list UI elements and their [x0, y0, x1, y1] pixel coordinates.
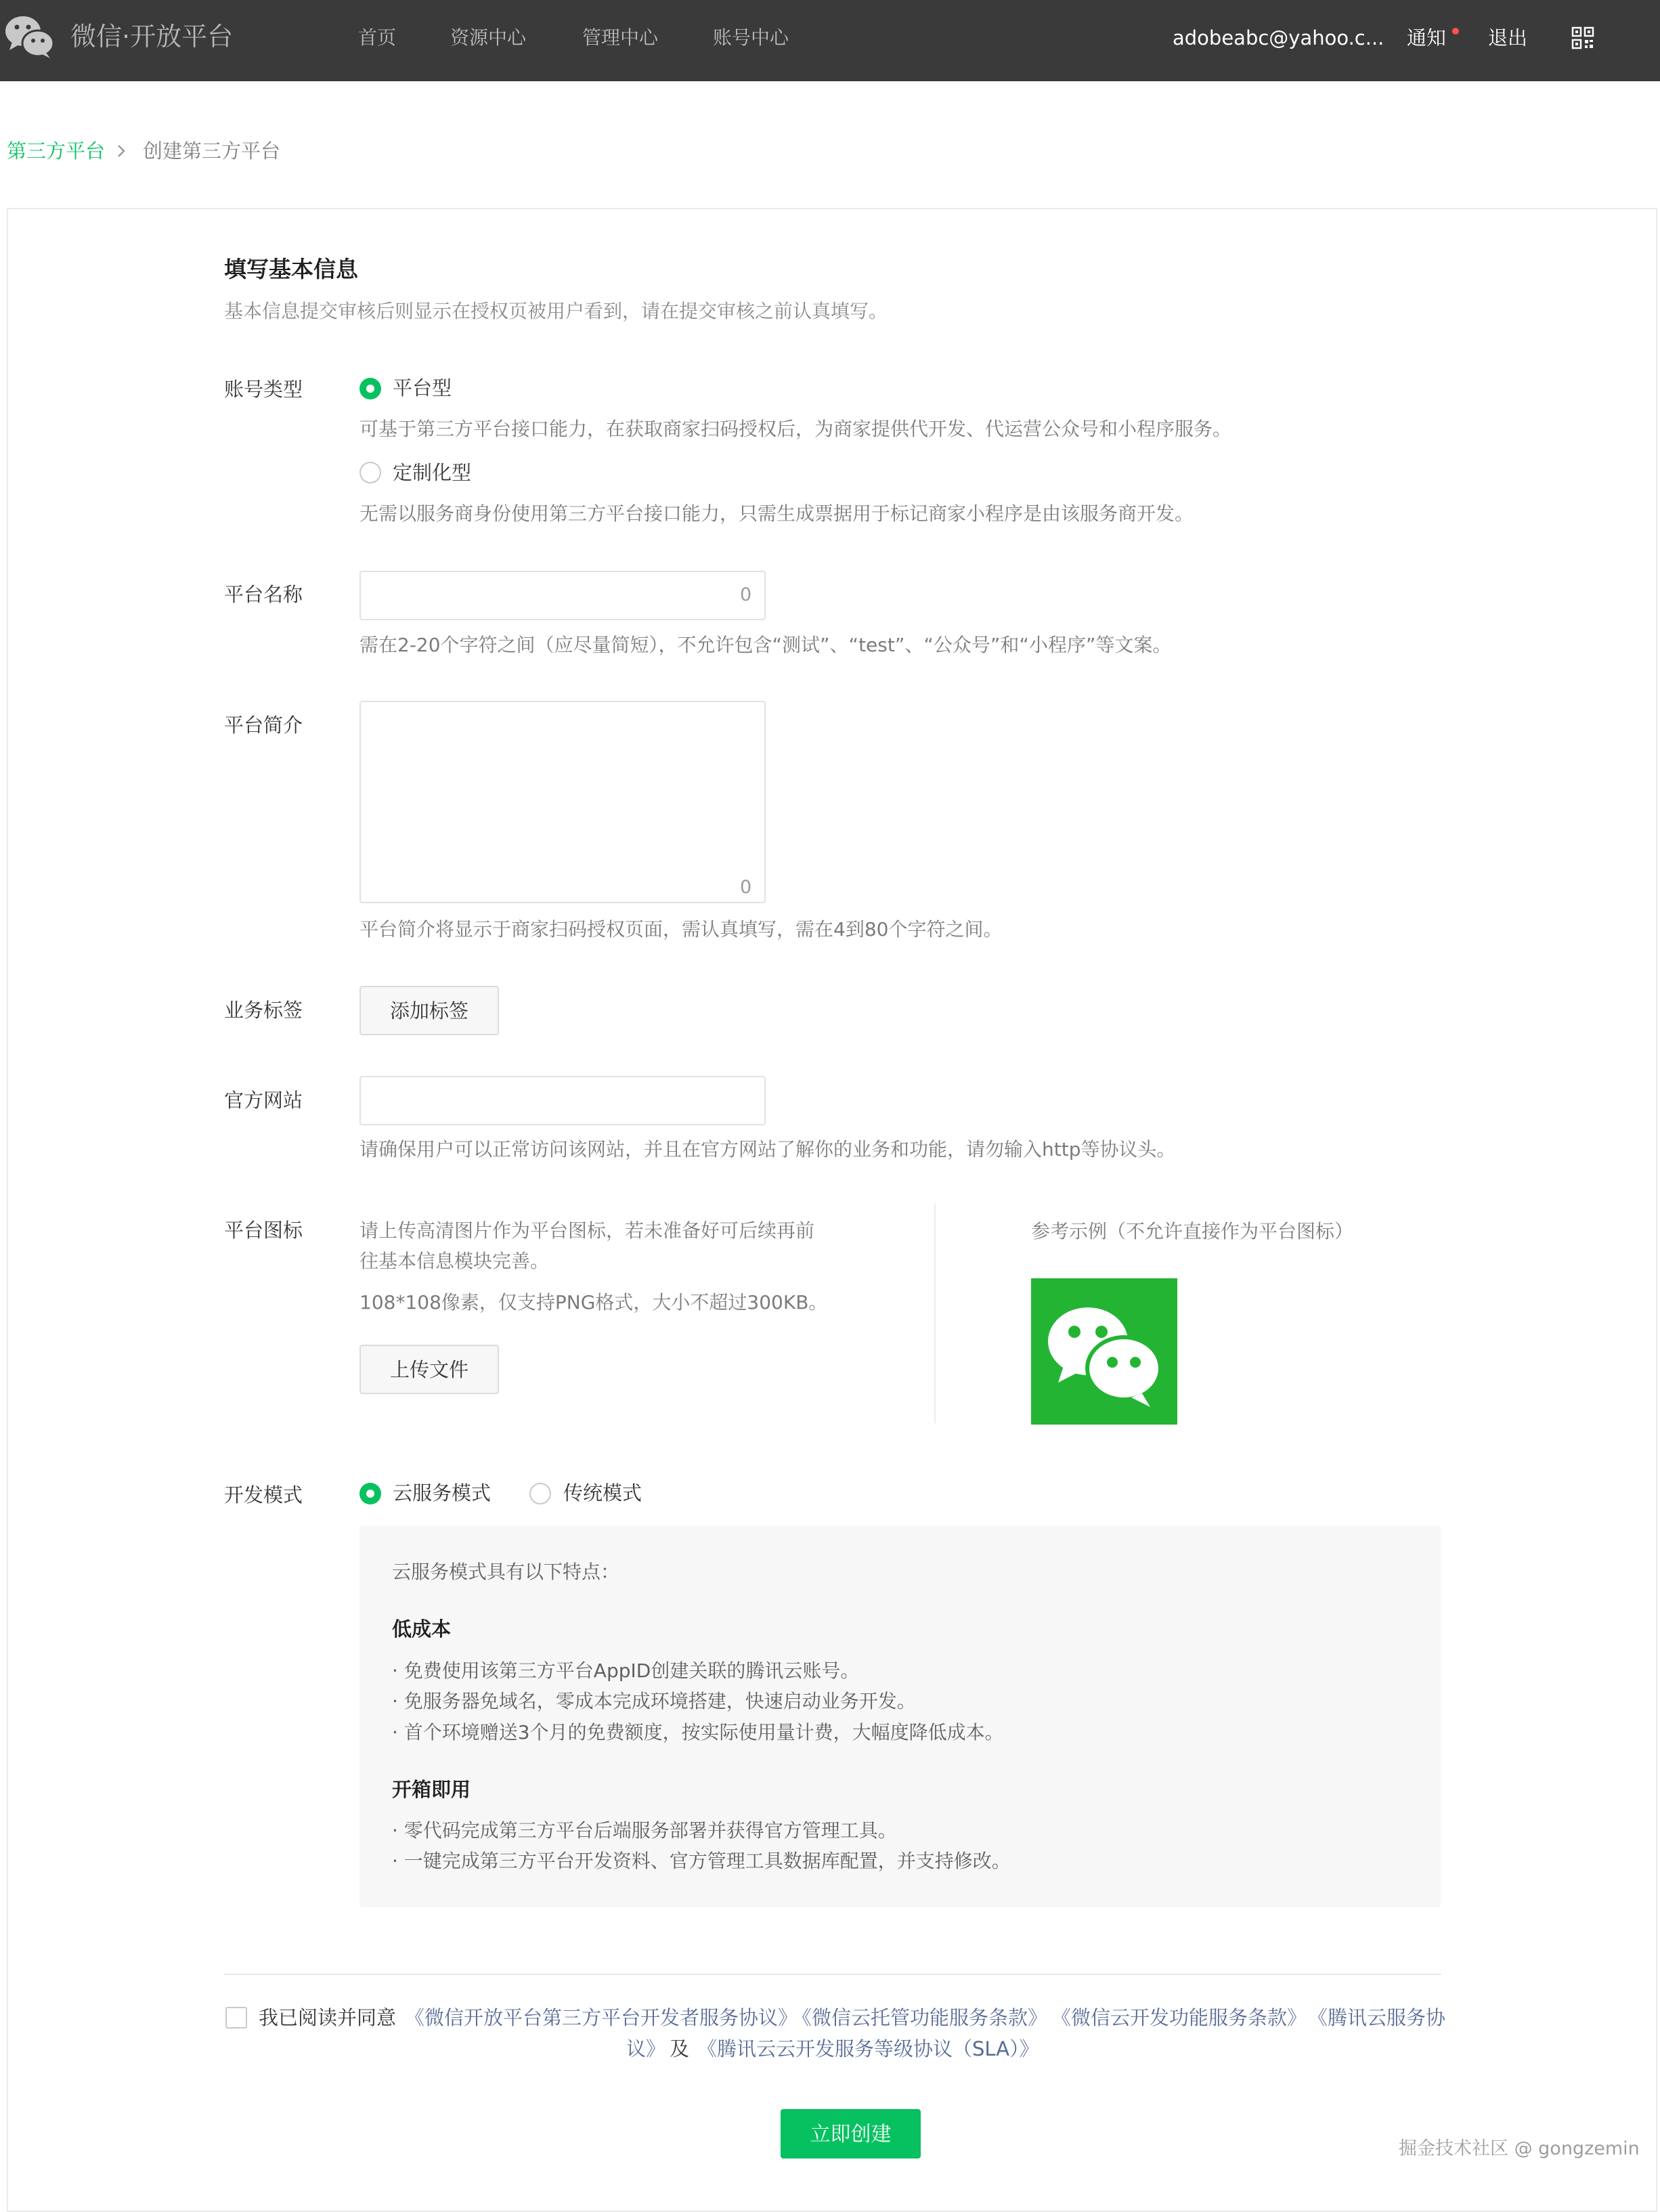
nav-management-center[interactable]: 管理中心 — [582, 26, 659, 49]
notice-link[interactable]: 通知 — [1407, 26, 1447, 49]
radio-cloud-mode-label[interactable]: 云服务模式 — [393, 1481, 492, 1504]
feature-item: · 零代码完成第三方平台后端服务部署并获得官方管理工具。 — [392, 1819, 897, 1842]
wechat-logo-icon[interactable] — [4, 14, 56, 60]
platform-intro-hint: 平台简介将显示于商家扫码授权页面，需认真填写，需在4到80个字符之间。 — [359, 918, 1003, 940]
feature-item: · 免服务器免域名，零成本完成环境搭建，快速启动业务开发。 — [392, 1690, 916, 1712]
link-sla-agreement[interactable]: 《腾讯云云开发服务等级协议（SLA）》 — [697, 2037, 1039, 2060]
brand-title[interactable]: 微信·开放平台 — [70, 22, 234, 51]
wechat-example-icon — [1031, 1278, 1177, 1425]
link-cloud-dev-terms[interactable]: 《微信云开发功能服务条款》 — [1051, 2006, 1307, 2029]
radio-platform-type-label[interactable]: 平台型 — [393, 376, 452, 399]
platform-type-description: 可基于第三方平台接口能力，在获取商家扫码授权后，为商家提供代开发、代运营公众号和小程序服务。 — [359, 418, 1232, 440]
website-input[interactable] — [359, 1076, 766, 1125]
platform-name-counter: 0 — [740, 584, 752, 605]
business-tags-label: 业务标签 — [224, 999, 303, 1022]
watermark: 掘金技术社区 @ gongzemin — [1399, 2138, 1640, 2159]
platform-icon-spec: 108*108像素，仅支持PNG格式，大小不超过300KB。 — [359, 1291, 828, 1314]
radio-platform-type[interactable] — [359, 378, 381, 399]
breadcrumb-third-party-platform[interactable]: 第三方平台 — [7, 139, 106, 162]
agreement-and: 及 — [670, 2037, 690, 2060]
platform-name-label: 平台名称 — [224, 583, 303, 606]
website-label: 官方网站 — [224, 1089, 303, 1112]
feature-ready-to-use-title: 开箱即用 — [392, 1778, 471, 1801]
radio-traditional-mode[interactable] — [529, 1483, 551, 1504]
notice-badge-dot — [1452, 28, 1459, 35]
agreement-divider — [224, 1974, 1441, 1975]
dev-mode-label: 开发模式 — [224, 1483, 303, 1506]
feature-item: · 免费使用该第三方平台AppID创建关联的腾讯云账号。 — [392, 1660, 860, 1682]
platform-name-hint: 需在2-20个字符之间（应尽量简短），不允许包含“测试”、“test”、“公众号”和“小程序”等文案。 — [359, 634, 1172, 656]
section-description: 基本信息提交审核后则显示在授权页被用户看到，请在提交审核之前认真填写。 — [224, 300, 888, 322]
breadcrumb-current: 创建第三方平台 — [143, 139, 281, 162]
website-hint: 请确保用户可以正常访问该网站，并且在官方网站了解你的业务和功能，请勿输入http等协议头。 — [359, 1138, 1176, 1161]
qr-code-icon[interactable] — [1572, 27, 1594, 49]
example-title: 参考示例（不允许直接作为平台图标） — [1031, 1220, 1354, 1242]
upload-file-button[interactable]: 上传文件 — [359, 1345, 499, 1394]
nav-resource-center[interactable]: 资源中心 — [450, 26, 527, 49]
link-cloud-hosting-terms[interactable]: 《微信云托管功能服务条款》 — [792, 2006, 1048, 2029]
nav-home[interactable]: 首页 — [358, 26, 397, 49]
create-now-button[interactable]: 立即创建 — [781, 2109, 921, 2159]
platform-icon-label: 平台图标 — [224, 1219, 303, 1242]
custom-type-description: 无需以服务商身份使用第三方平台接口能力，只需生成票据用于标记商家小程序是由该服务商开发。 — [359, 502, 1194, 525]
section-title: 填写基本信息 — [224, 256, 358, 282]
agreement-prefix: 我已阅读并同意 — [259, 2006, 397, 2029]
feature-item: · 一键完成第三方平台开发资料、官方管理工具数据库配置，并支持修改。 — [392, 1850, 1011, 1872]
platform-intro-counter: 0 — [740, 877, 752, 898]
agreement-checkbox[interactable] — [225, 2007, 247, 2029]
platform-intro-label: 平台简介 — [224, 714, 303, 737]
chevron-right-icon — [114, 142, 129, 160]
icon-section-divider — [934, 1204, 936, 1423]
link-tencent-cloud-agreement-cont[interactable]: 议》 — [626, 2037, 666, 2060]
nav-account-center[interactable]: 账号中心 — [713, 26, 789, 49]
radio-custom-type-label[interactable]: 定制化型 — [393, 461, 472, 484]
link-developer-service-agreement[interactable]: 《微信开放平台第三方平台开发者服务协议》 — [405, 2006, 798, 2029]
top-navbar — [0, 0, 1660, 81]
user-email[interactable]: adobeabc@yahoo.c... — [1173, 26, 1384, 49]
radio-cloud-mode[interactable] — [359, 1483, 381, 1504]
link-tencent-cloud-agreement[interactable]: 《腾讯云服务协 — [1308, 2006, 1446, 2029]
platform-icon-hint-line2: 往基本信息模块完善。 — [359, 1250, 550, 1272]
radio-custom-type[interactable] — [359, 462, 381, 483]
account-type-label: 账号类型 — [224, 378, 303, 401]
feature-item: · 首个环境赠送3个月的免费额度，按实际使用量计费，大幅度降低成本。 — [392, 1721, 1004, 1743]
feature-low-cost-title: 低成本 — [392, 1618, 452, 1641]
add-tag-button[interactable]: 添加标签 — [359, 986, 499, 1035]
platform-icon-hint-line1: 请上传高清图片作为平台图标，若未准备好可后续再前 — [359, 1219, 815, 1242]
platform-name-input[interactable] — [359, 571, 766, 620]
radio-traditional-mode-label[interactable]: 传统模式 — [563, 1481, 642, 1504]
feature-intro: 云服务模式具有以下特点： — [392, 1561, 620, 1583]
logout-link[interactable]: 退出 — [1488, 26, 1528, 49]
platform-intro-textarea[interactable] — [359, 701, 766, 903]
